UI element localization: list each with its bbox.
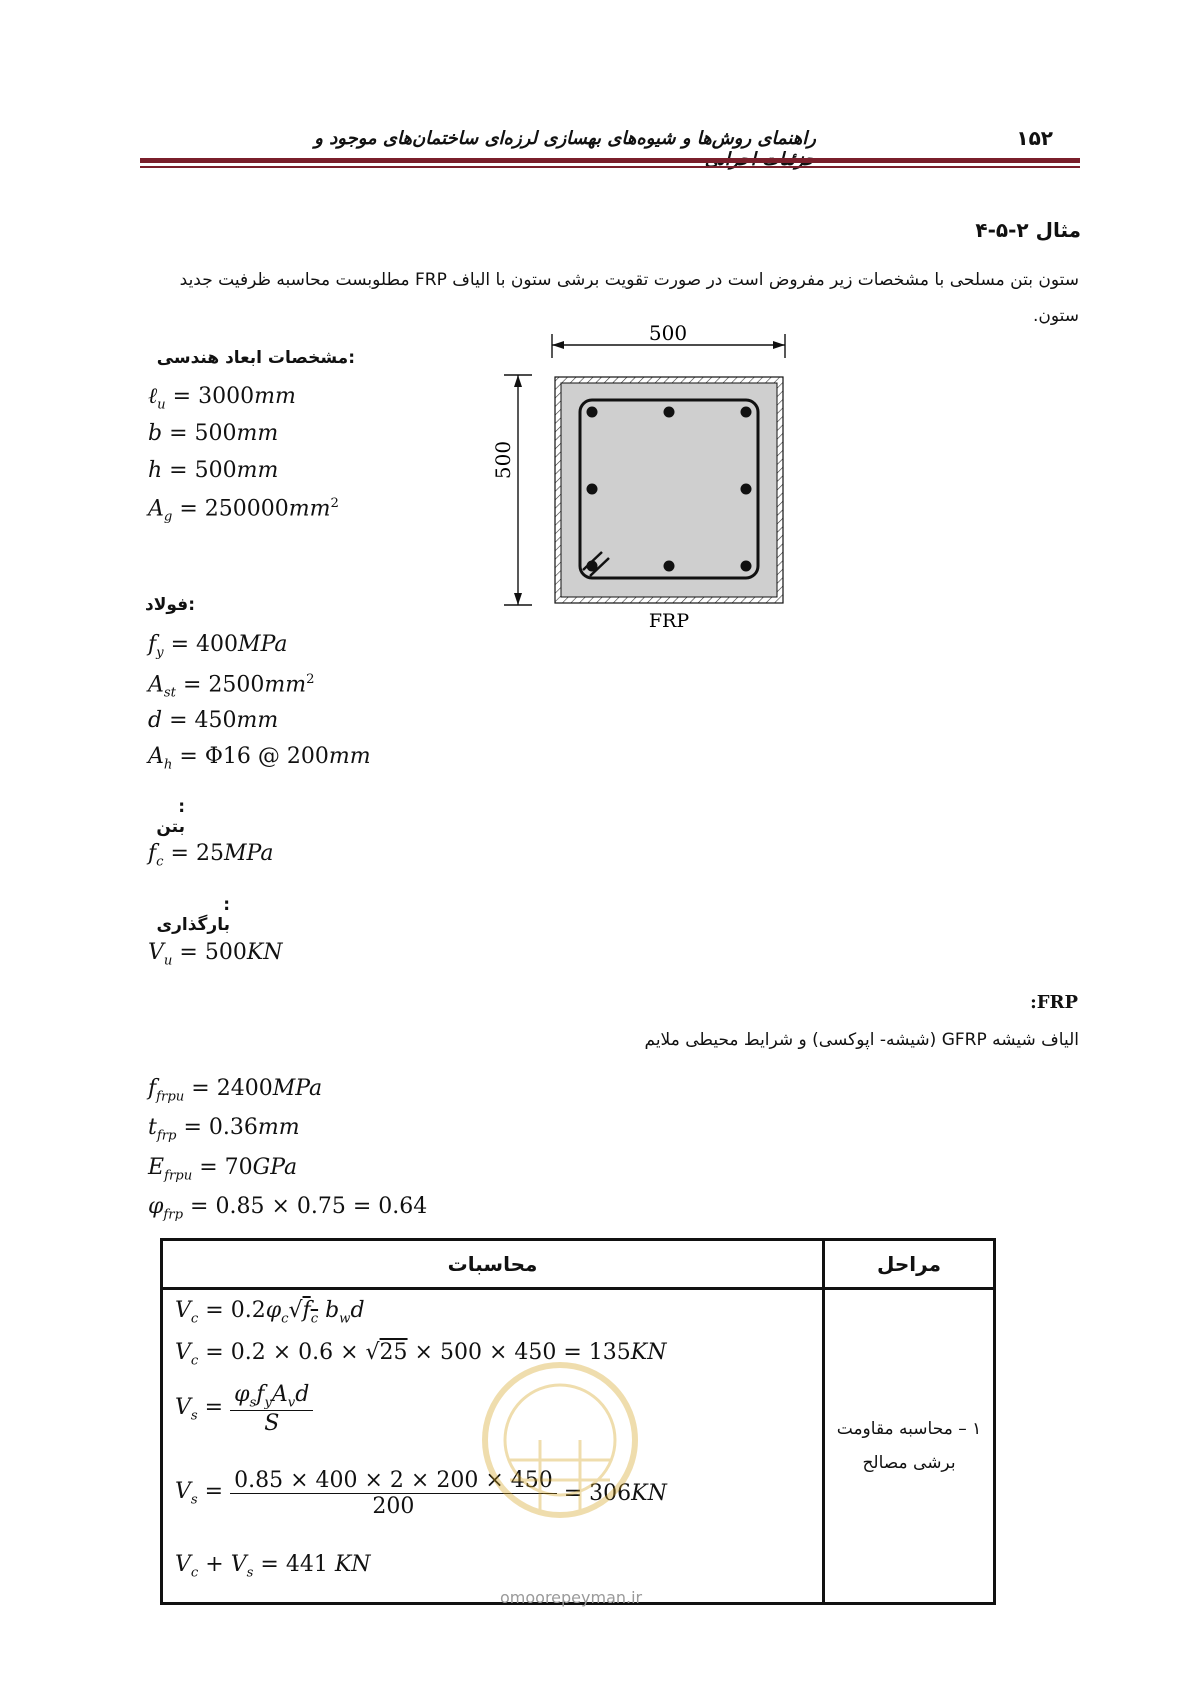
eq-phi: $\varphi_{frp} = 0.85 \times 0.75 = 0.64$ bbox=[148, 1194, 428, 1223]
example-intro: ستون بتن مسلحی با مشخصات زیر مفروض است در صورت تقویت برشی ستون با الیاف FRP مطلوبست محاسبه ظرفیت جدید ستون. bbox=[179, 270, 1079, 326]
running-header-title: راهنمای روش‌ها و شیوه‌های بهسازی لرزه‌ای ساختمان‌های موجود و bbox=[314, 128, 816, 149]
eq-ffrpu: $f_{frpu} = 2400MPa$ bbox=[148, 1076, 323, 1105]
eq-vc-value: $V_c = 0.2 \times 0.6 \times √25 \times 500 \times 450 = 135KN$ bbox=[175, 1340, 667, 1369]
page-number: ۱۵۲ bbox=[1016, 126, 1053, 150]
eq-ast: $A_{st} = 2500mm^2$ bbox=[148, 672, 315, 701]
eq-lu: ℓ$_u$ = 3000mm bbox=[148, 384, 296, 413]
eq-vs-value: $V_s$ = $\frac{0.85 \times 400 \times 2 \times 200 \times 450}{200}$ = 306 KN bbox=[175, 1468, 667, 1519]
frp-description: الیاف شیشه GFRP (شیشه- اپوکسی) و شرایط محیطی ملایم bbox=[644, 1030, 1079, 1050]
header-rule bbox=[140, 158, 1080, 163]
watermark-logo-icon bbox=[480, 1340, 640, 1540]
eq-tfrp: $t_{frp} = 0.36mm$ bbox=[148, 1115, 300, 1144]
frp-heading: :FRP bbox=[1030, 992, 1078, 1013]
loading-heading: : بارگذاری bbox=[156, 895, 230, 935]
header-rule-thin bbox=[140, 166, 1080, 168]
steel-heading: :فولاد bbox=[145, 595, 195, 615]
column-section-diagram bbox=[480, 320, 800, 630]
calc-column-header: محاسبات bbox=[162, 1240, 824, 1289]
eq-efrpu: $E_{frpu} = 70GPa$ bbox=[148, 1155, 298, 1184]
width-dim-label: 500 bbox=[648, 321, 688, 345]
eq-b: b = 500mm bbox=[148, 421, 279, 446]
eq-fc: $f_c = 25MPa$ bbox=[148, 841, 274, 870]
eq-total: $V_c + V_s = 441$ KN bbox=[175, 1552, 371, 1581]
eq-h: h = 500mm bbox=[148, 458, 279, 483]
geometry-heading: :مشخصات ابعاد هندسی bbox=[156, 348, 355, 368]
eq-vc-formula: $V_c = 0.2\varphi_c√f_c$ $b_wd$ bbox=[175, 1298, 365, 1327]
eq-fy: $f_y = 400MPa$ bbox=[148, 632, 288, 661]
concrete-heading: : بتن bbox=[156, 797, 185, 837]
watermark-url: omoorepeyman.ir bbox=[500, 1588, 643, 1607]
eq-vu: $V_u = 500KN$ bbox=[148, 940, 283, 969]
frp-diagram-label: FRP bbox=[648, 610, 690, 630]
eq-d: d = 450mm bbox=[148, 708, 279, 733]
height-dim-label: 500 bbox=[491, 440, 515, 480]
eq-vs-formula: $V_s$ = $\varphi_sf_yA_vd$ S bbox=[175, 1382, 313, 1436]
eq-ag: $A_g = 250000mm^2$ bbox=[148, 496, 339, 525]
example-title: مثال ۲-۵-۴ bbox=[975, 218, 1081, 242]
step-column-header: مراحل bbox=[824, 1240, 995, 1289]
step-1-cell: ۱ – محاسبه مقاومت برشی مصالح bbox=[824, 1289, 995, 1604]
eq-ah: $A_h = \Phi 16$ @ 200mm bbox=[148, 744, 371, 773]
